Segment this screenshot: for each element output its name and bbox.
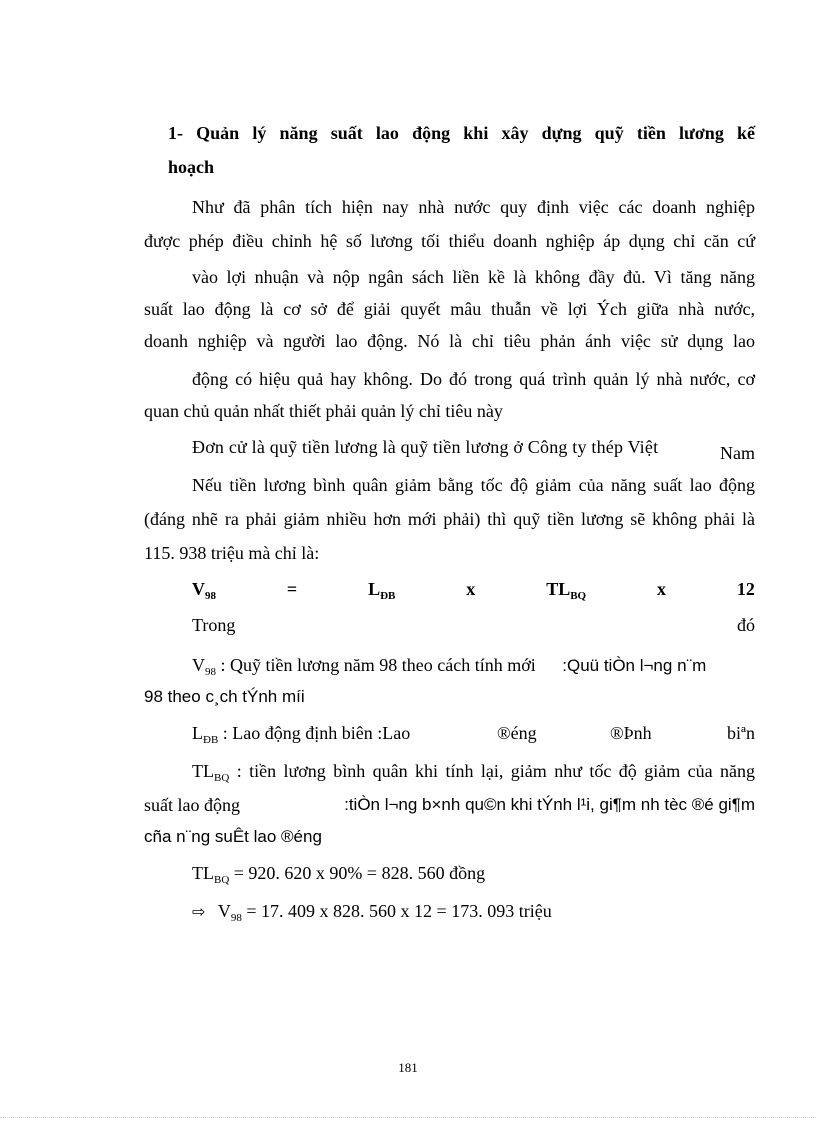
formula-l: $L_{ĐB}$: [368, 579, 396, 602]
paragraph-line: Đơn cử là quỹ tiền lương là quỹ tiền lương ở Công ty thép Việt Nam: [192, 437, 755, 463]
paragraph-line: vào lợi nhuận và nộp ngân sách liền kề là không đầy đủ. Vì tăng năng: [192, 267, 755, 287]
section-heading-cont: hoạch: [168, 157, 215, 177]
paragraph-line: quan chủ quản nhất thiết phải quản lý chỉ tiêu này: [144, 401, 503, 421]
trong-row: Trong đó: [192, 615, 755, 635]
paragraph-line: 115. 938 triệu mà chỉ là:: [144, 543, 320, 563]
formula-v: $V_{98}$: [192, 579, 216, 602]
paragraph-line: động có hiệu quả hay không. Do đó trong quá trình quản lý nhà nước, cơ: [192, 369, 755, 389]
formula-eq: =: [286, 579, 298, 599]
formula-n: 12: [736, 579, 755, 599]
definition-tl-garbled: cña n¨ng suÊt lao ®éng: [144, 827, 322, 846]
definition-v: $V_{98}$ : Quỹ tiền lương năm 98 theo cách tính mới :Quü tiÒn l¬ng n¨m: [192, 655, 707, 678]
definition-tl: $TL_{BQ}$ : tiền lương bình quân khi tính lại, giảm như tốc độ giảm của năng: [192, 761, 755, 784]
paragraph-line: (đáng nhẽ ra phải giảm nhiều hơn mới phải) thì quỹ tiền lương sẽ không phải là: [144, 509, 755, 529]
definition-v-garbled: 98 theo c¸ch tÝnh míi: [144, 687, 305, 706]
calculation-v: ⇨ $V_{98} = 17$. 409 x 828. 560 x 12 = 173. 093 triệu: [192, 901, 552, 924]
paragraph-line: Nếu tiền lương bình quân giảm bằng tốc độ giảm của năng suất lao động: [192, 475, 755, 495]
formula-x: x: [466, 579, 476, 599]
paragraph-line: suất lao động là cơ sở để giải quyết mâu thuẫn về lợi Ých giữa nhà nước,: [144, 299, 755, 319]
paragraph-line: Như đã phân tích hiện nay nhà nước quy định việc các doanh nghiệp: [192, 197, 755, 217]
formula-x: x: [657, 579, 667, 599]
section-heading: 1- Quản lý năng suất lao động khi xây dựng quỹ tiền lương kế: [168, 123, 755, 143]
calculation-tl: $TL_{BQ} = 920$. 620 x 90% = 828. 560 đồng: [192, 863, 486, 886]
definition-tl-cont: suất lao động :tiÒn l¬ng b×nh qu©n khi tÝnh l¹i, gi¶m nh tèc ®é gi¶m: [144, 795, 755, 815]
definition-l: $L_{ĐB}$ : Lao động định biên :Lao ®éng ®Þnh biªn: [192, 723, 755, 746]
arrow-icon: ⇨: [192, 902, 206, 921]
page-number: 181: [398, 1060, 418, 1075]
formula-row: [192, 578, 755, 600]
formula-tl: $TL_{BQ}$: [546, 579, 587, 602]
paragraph-line: được phép điều chỉnh hệ số lương tối thiểu doanh nghiệp áp dụng chỉ căn cứ: [144, 231, 755, 251]
paragraph-line: doanh nghiệp và người lao động. Nó là chỉ tiêu phản ánh việc sử dụng lao: [144, 331, 755, 351]
page-bottom-divider: [0, 1117, 816, 1118]
